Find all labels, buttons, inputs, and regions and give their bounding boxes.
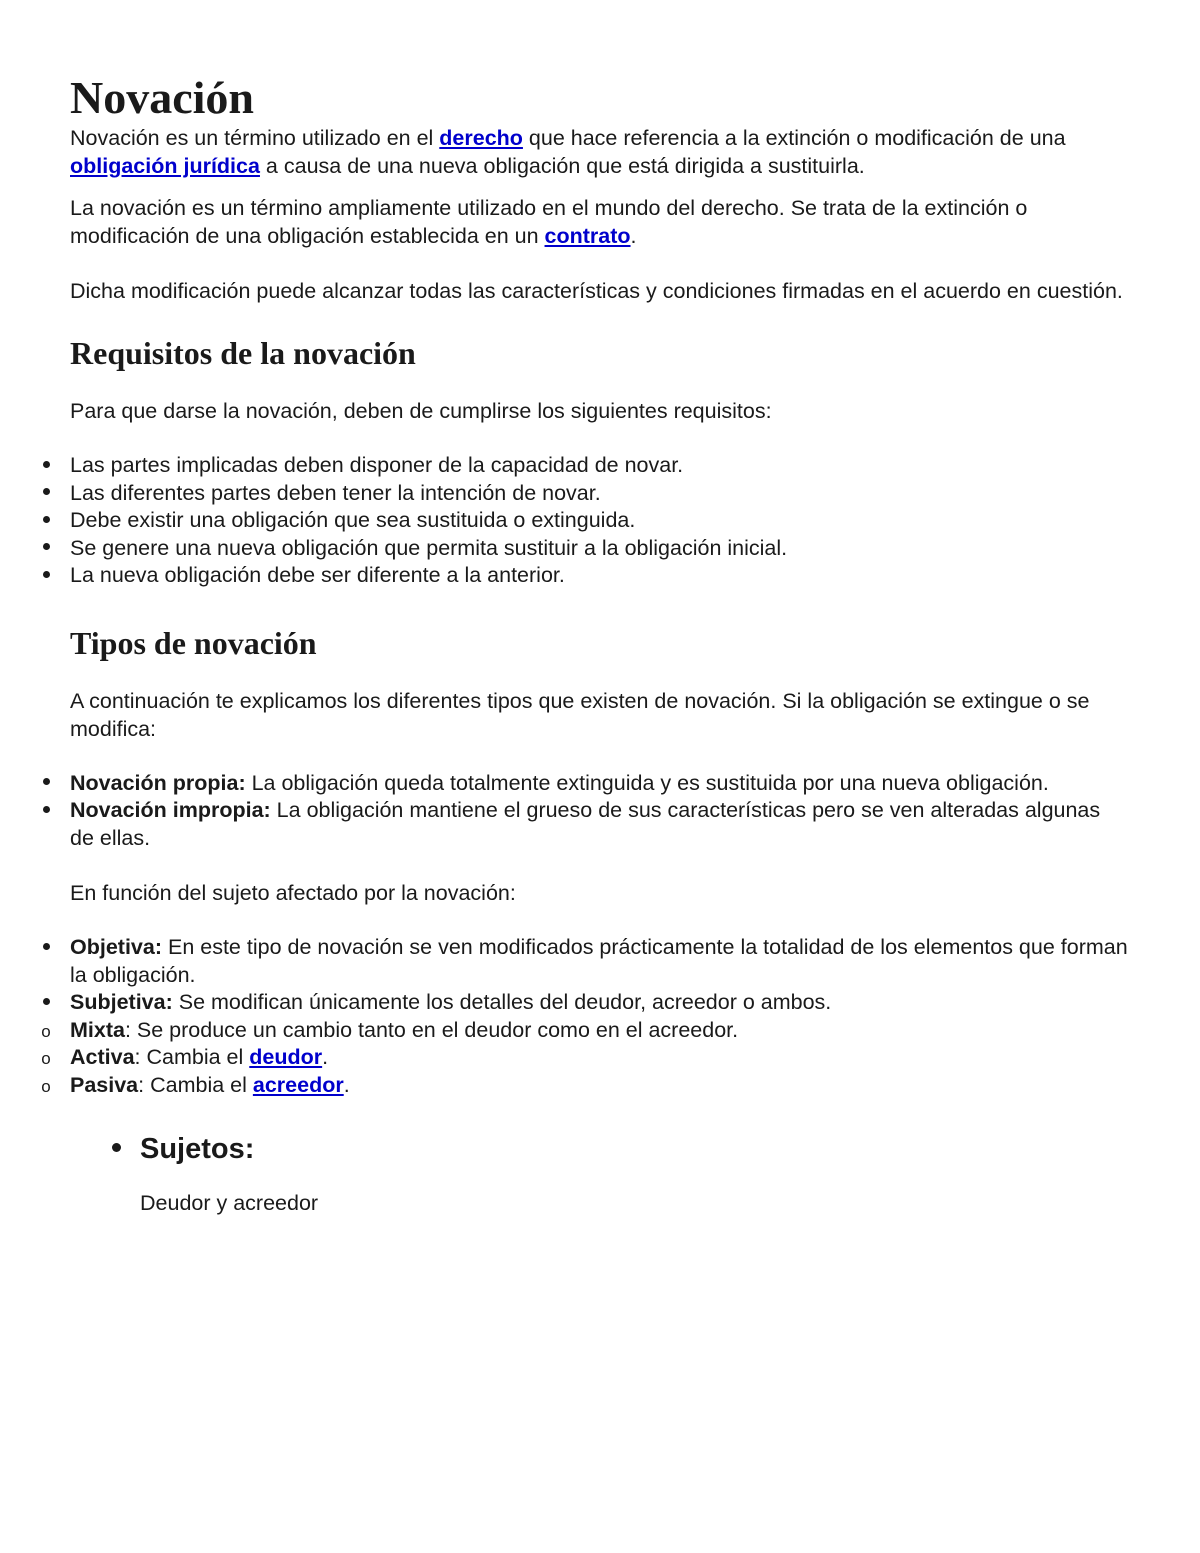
sujetos-heading-text: Sujetos: xyxy=(140,1133,255,1165)
circle-bullet-icon: o xyxy=(41,1021,51,1041)
list-item-term: Novación impropia: xyxy=(70,798,271,822)
list-item xyxy=(70,535,1130,563)
link-obligacion-juridica[interactable]: obligación jurídica xyxy=(70,154,260,178)
intro-text-segment: La novación es un término ampliamente utilizado en el mundo del derecho. Se trata de la extinción o modificación de una obligación establecida en un xyxy=(70,196,1028,248)
list-item-text: Debe existir una obligación que sea sustituida o extinguida. xyxy=(70,508,636,532)
requisitos-heading: Requisitos de la novación xyxy=(70,335,416,371)
list-item xyxy=(70,989,1130,1017)
list-item-term: Pasiva xyxy=(70,1072,139,1097)
tipos-heading: Tipos de novación xyxy=(70,624,317,661)
bullet-icon xyxy=(36,480,56,508)
list-item xyxy=(41,1044,1130,1072)
tipos-intro: A continuación te explicamos los diferentes tipos que existen de novación. Si la obligación se extingue o se modifica: xyxy=(70,688,1090,741)
link-deudor[interactable]: deudor xyxy=(249,1045,323,1069)
page-title: Novación xyxy=(70,72,254,123)
list-item-term: Subjetiva: xyxy=(70,990,173,1014)
list-item xyxy=(70,562,1130,590)
bullet-icon xyxy=(36,989,56,1017)
requisitos-intro: Para que darse la novación, deben de cumplirse los siguientes requisitos: xyxy=(70,399,772,423)
circle-bullet-icon: o xyxy=(41,1076,51,1096)
intro-paragraph-2 xyxy=(70,194,1130,250)
list-item-text: : Se produce un cambio tanto en el deudor como en el acreedor. xyxy=(124,1017,739,1042)
list-item xyxy=(70,797,1130,852)
list-item-text: . xyxy=(322,1045,329,1069)
list-item-term: Activa xyxy=(70,1045,135,1069)
bullet-icon xyxy=(36,535,56,563)
intro-paragraph-1 xyxy=(70,124,1130,180)
list-item-term: Novación propia: xyxy=(70,770,246,795)
bullet-icon xyxy=(36,507,56,535)
circle-bullet-icon: o xyxy=(41,1049,51,1068)
sujetos-heading xyxy=(140,1132,1130,1166)
list-item xyxy=(41,1017,1130,1045)
list-item-term: Mixta xyxy=(70,1017,125,1042)
list-item xyxy=(70,507,1130,535)
intro-paragraph-3: Dicha modificación puede alcanzar todas las características y condiciones firmadas en el acuerdo en cuestión. xyxy=(70,279,1123,303)
sujeto-intro: En función del sujeto afectado por la novación: xyxy=(70,881,516,905)
intro-text-segment: . xyxy=(630,224,637,248)
bullet-icon xyxy=(36,770,56,798)
bullet-icon xyxy=(36,562,56,590)
list-item-text: Se genere una nueva obligación que permita sustituir a la obligación inicial. xyxy=(70,535,788,560)
sujetos-text: Deudor y acreedor xyxy=(140,1191,319,1215)
bullet-icon xyxy=(36,797,56,825)
document-page xyxy=(41,72,1130,1217)
sujeto-list xyxy=(41,934,1130,1099)
list-item-text: : Cambia el xyxy=(134,1045,250,1069)
intro-text-segment: a causa de una nueva obligación que está dirigida a sustituirla. xyxy=(259,154,865,178)
intro-text-segment: que hace referencia a la extinción o modificación de una xyxy=(522,126,1066,150)
list-item xyxy=(70,480,1130,508)
bullet-icon xyxy=(36,452,56,480)
list-item xyxy=(41,1072,1130,1100)
link-derecho[interactable]: derecho xyxy=(439,126,523,150)
list-item-text: La obligación queda totalmente extinguida y es sustituida por una nueva obligación. xyxy=(245,770,1049,795)
list-item-text: En este tipo de novación se ven modificados prácticamente la totalidad de los elementos que forman la obligación. xyxy=(70,935,1128,987)
list-item-text: Las diferentes partes deben tener la intención de novar. xyxy=(70,480,601,505)
requisitos-list xyxy=(70,452,1130,590)
bullet-icon xyxy=(36,934,56,962)
list-item-text: . xyxy=(343,1072,350,1097)
list-item-text: : Cambia el xyxy=(138,1072,253,1097)
list-item xyxy=(70,452,1130,480)
list-item-term: Objetiva: xyxy=(70,935,162,959)
bullet-icon xyxy=(106,1132,126,1166)
list-item-text: La nueva obligación debe ser diferente a la anterior. xyxy=(70,563,565,587)
tipos-list xyxy=(70,770,1130,853)
list-item xyxy=(70,934,1130,989)
list-item-text: Las partes implicadas deben disponer de la capacidad de novar. xyxy=(70,453,684,477)
list-item-text: Se modifican únicamente los detalles del deudor, acreedor o ambos. xyxy=(172,990,832,1014)
link-acreedor[interactable]: acreedor xyxy=(252,1072,344,1097)
list-item xyxy=(70,770,1130,798)
intro-text-segment: Novación es un término utilizado en el xyxy=(70,126,440,150)
link-contrato[interactable]: contrato xyxy=(544,224,631,248)
list-item-text: La obligación mantiene el grueso de sus características pero se ven alteradas algunas de ellas. xyxy=(70,798,1101,850)
sujetos-list xyxy=(140,1132,1130,1166)
